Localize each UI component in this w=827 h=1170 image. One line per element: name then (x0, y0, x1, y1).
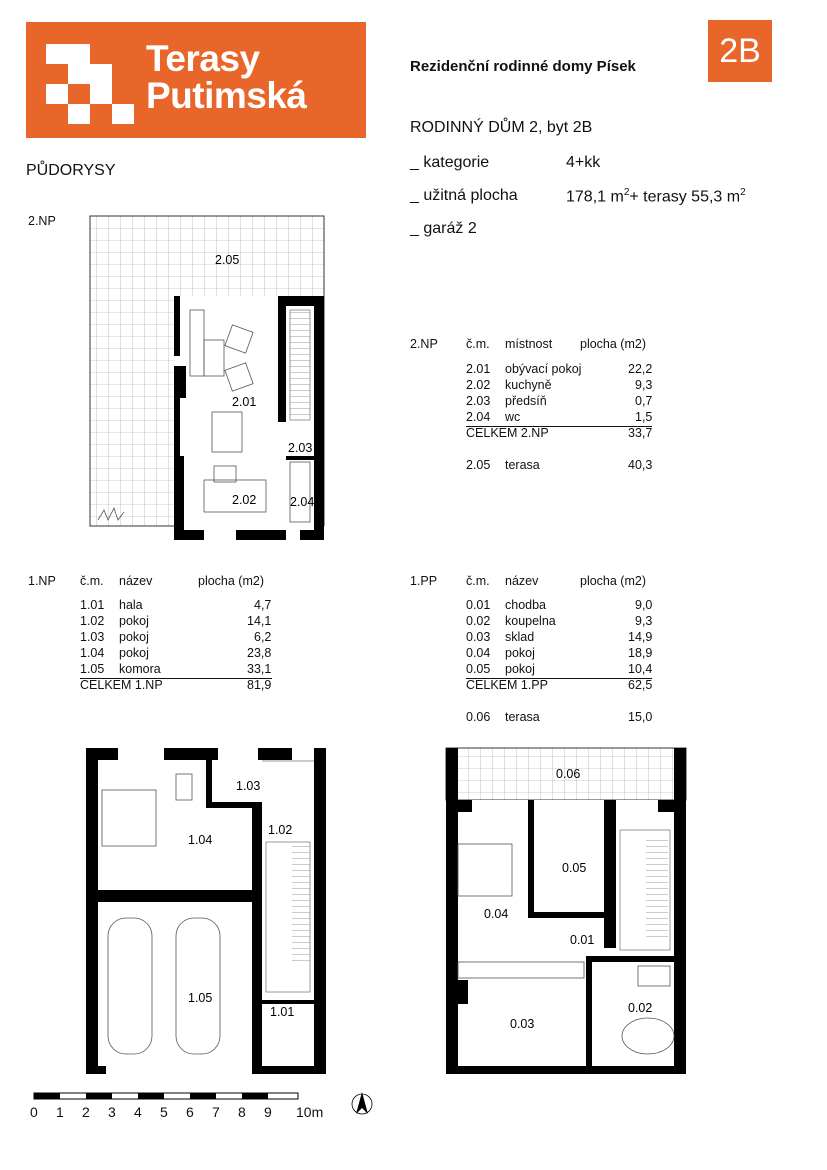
table-row: 9,0 (635, 598, 653, 612)
scale-tick: 3 (108, 1104, 116, 1120)
room-label: 2.02 (232, 493, 257, 507)
table-2np-h1: místnost (505, 337, 553, 351)
table-total-label: CELKEM 2.NP (466, 426, 549, 440)
table-extra: terasa (505, 458, 540, 472)
table-row: 1.05 (80, 662, 105, 676)
table-row: obývací pokoj (505, 362, 582, 376)
area-label: _ užitná plocha (410, 187, 518, 204)
table-total-value: 81,9 (247, 678, 272, 692)
table-row: 0.01 (466, 598, 491, 612)
table-row: 2.02 (466, 378, 491, 392)
room-label: 0.06 (556, 767, 581, 781)
table-row: hala (119, 598, 143, 612)
scale-tick: 10m (296, 1104, 324, 1120)
table-2np-h0: č.m. (466, 337, 490, 351)
table-extra: 15,0 (628, 710, 653, 724)
table-row: wc (505, 410, 521, 424)
room-label: 2.01 (232, 395, 257, 409)
table-row: 1.02 (80, 614, 105, 628)
room-label: 0.01 (570, 933, 595, 947)
table-row: 6,2 (254, 630, 272, 644)
table-total-value: 62,5 (628, 678, 653, 692)
scale-tick: 8 (238, 1104, 246, 1120)
table-extra: terasa (505, 710, 540, 724)
unit-badge: 2B (708, 20, 772, 82)
room-label: 0.05 (562, 861, 587, 875)
table-row: 4,7 (254, 598, 272, 612)
room-label: 0.03 (510, 1017, 535, 1031)
table-row: 14,1 (247, 614, 272, 628)
table-row: 9,3 (635, 614, 653, 628)
table-row: 0.03 (466, 630, 491, 644)
table-row: chodba (505, 598, 547, 612)
garage-label: _ garáž 2 (410, 220, 477, 237)
room-label: 0.02 (628, 1001, 653, 1015)
floor-label-1np: 1.NP (28, 574, 56, 588)
table-row: 14,9 (628, 630, 653, 644)
room-label: 2.05 (215, 253, 240, 267)
room-label: 1.05 (188, 991, 213, 1005)
unit-title: RODINNÝ DŮM 2, byt 2B (410, 119, 593, 136)
table-row: 10,4 (628, 662, 653, 676)
plan-1np (86, 748, 326, 1074)
table-2np-floor: 2.NP (410, 337, 438, 351)
category-label: _ kategorie (410, 154, 490, 171)
table-1np-h2: plocha (m2) (198, 574, 264, 588)
project-title: Rezidenční rodinné domy Písek (410, 58, 636, 75)
table-row: 33,1 (247, 662, 272, 676)
table-row: pokoj (119, 630, 149, 644)
table-row: 1.03 (80, 630, 105, 644)
table-total-label: CELKEM 1.NP (80, 678, 163, 692)
table-1np-h1: název (119, 574, 153, 588)
section-title: PŮDORYSY (26, 162, 116, 179)
stairs-1np-flight (292, 842, 310, 962)
scale-tick: 5 (160, 1104, 168, 1120)
table-row: 1.04 (80, 646, 105, 660)
floor-label-2np: 2.NP (28, 214, 56, 228)
stairs-1pp-flight (646, 840, 668, 940)
table-row: pokoj (505, 646, 535, 660)
scale-tick: 4 (134, 1104, 142, 1120)
table-extra: 40,3 (628, 458, 653, 472)
scale-tick: 6 (186, 1104, 194, 1120)
table-row: koupelna (505, 614, 556, 628)
scale-tick: 0 (30, 1104, 38, 1120)
room-label: 1.02 (268, 823, 293, 837)
scale-tick: 7 (212, 1104, 220, 1120)
table-row: komora (119, 662, 161, 676)
plan-1pp (446, 748, 686, 1074)
area-sup2: 2 (740, 187, 746, 198)
table-row: pokoj (119, 646, 149, 660)
scale-bar (34, 1093, 298, 1099)
table-extra: 0.06 (466, 710, 491, 724)
brand-line2: Putimská (146, 75, 307, 116)
room-label: 1.04 (188, 833, 213, 847)
table-row: 22,2 (628, 362, 653, 376)
table-1pp-h1: název (505, 574, 539, 588)
table-1pp-floor: 1.PP (410, 574, 438, 588)
table-row: 2.04 (466, 410, 491, 424)
area-living: 178,1 m (566, 188, 624, 206)
table-row: 0.04 (466, 646, 491, 660)
table-row: 18,9 (628, 646, 653, 660)
plan-2np (90, 216, 324, 540)
table-1np-h0: č.m. (80, 574, 104, 588)
table-1pp-h2: plocha (m2) (580, 574, 646, 588)
table-row: 0.02 (466, 614, 491, 628)
table-row: 0.05 (466, 662, 491, 676)
stairs-2np (290, 310, 310, 420)
table-total-label: CELKEM 1.PP (466, 678, 548, 692)
table-row: 1,5 (635, 410, 653, 424)
north-arrow-icon (352, 1092, 372, 1114)
category-value: 4+kk (566, 154, 601, 171)
table-row: pokoj (119, 614, 149, 628)
scale-tick: 1 (56, 1104, 64, 1120)
table-row: 23,8 (247, 646, 272, 660)
table-row: kuchyně (505, 378, 552, 392)
room-label: 2.03 (288, 441, 313, 455)
area-sup1: 2 (623, 187, 630, 198)
table-row: předsíň (505, 394, 547, 408)
table-row: 2.03 (466, 394, 491, 408)
brand-line1: Terasy (146, 38, 260, 79)
room-label: 0.04 (484, 907, 509, 921)
room-label: 1.01 (270, 1005, 295, 1019)
area-terrace: + terasy 55,3 m (629, 188, 741, 206)
table-row: sklad (505, 630, 535, 644)
table-2np-h2: plocha (m2) (580, 337, 646, 351)
scale-tick: 2 (82, 1104, 90, 1120)
table-extra: 2.05 (466, 458, 491, 472)
room-label: 1.03 (236, 779, 261, 793)
table-row: 2.01 (466, 362, 491, 376)
room-label: 2.04 (290, 495, 315, 509)
table-1pp-h0: č.m. (466, 574, 490, 588)
table-row: 9,3 (635, 378, 653, 392)
table-row: 0,7 (635, 394, 653, 408)
table-total-value: 33,7 (628, 426, 653, 440)
table-row: 1.01 (80, 598, 105, 612)
scale-tick: 9 (264, 1104, 272, 1120)
table-row: pokoj (505, 662, 535, 676)
